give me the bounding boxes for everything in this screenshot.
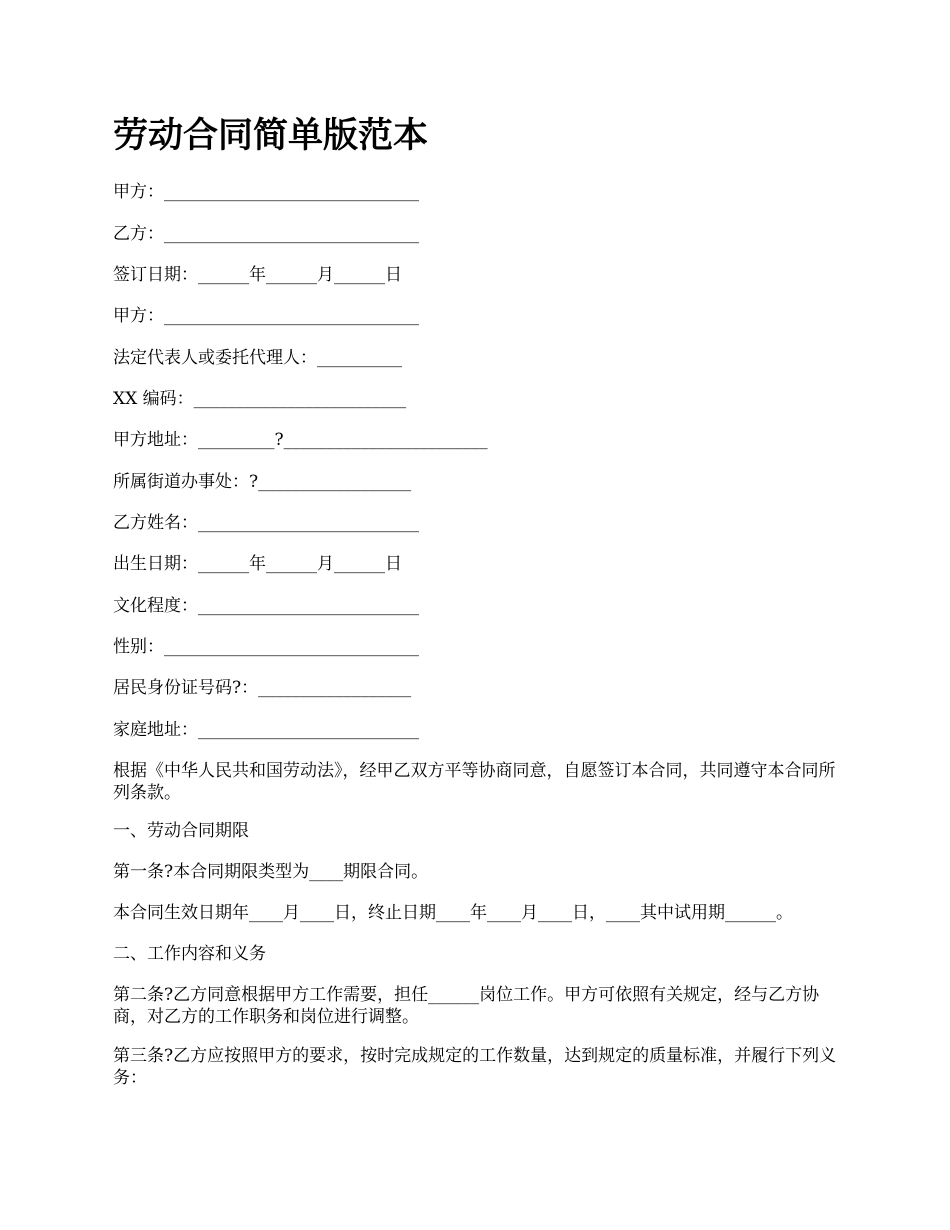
article-2: 第二条?乙方同意根据甲方工作需要，担任______岗位工作。甲方可依照有关规定，经与乙方协商，对乙方的工作职务和岗位进行调整。: [113, 985, 820, 1027]
party-b-field: 乙方：______________________________: [113, 224, 419, 244]
article-1: 第一条?本合同期限类型为____期限合同。: [113, 862, 429, 882]
home-address-field: 家庭地址：__________________________: [113, 720, 419, 740]
document-title: 劳动合同简单版范本: [113, 115, 429, 156]
id-number-field: 居民身份证号码?：__________________: [113, 678, 412, 698]
section-heading-duties: 二、工作内容和义务: [113, 944, 266, 964]
birth-date-field: 出生日期：______年______月______日: [113, 554, 402, 574]
section-heading-term: 一、劳动合同期限: [113, 821, 249, 841]
legal-representative-field: 法定代表人或委托代理人：__________: [113, 348, 402, 368]
street-office-field: 所属街道办事处：?__________________: [113, 472, 412, 492]
article-3: 第三条?乙方应按照甲方的要求，按时完成规定的工作数量，达到规定的质量标准，并履行下列义务：: [113, 1046, 837, 1088]
code-field: XX 编码：_________________________: [113, 389, 407, 409]
education-field: 文化程度：__________________________: [113, 596, 419, 616]
party-a-field: 甲方：______________________________: [113, 182, 419, 202]
signing-date-field: 签订日期：______年______月______日: [113, 265, 402, 285]
gender-field: 性别：______________________________: [113, 637, 419, 657]
intro-paragraph: 根据《中华人民共和国劳动法》，经甲乙双方平等协商同意，自愿签订本合同，共同遵守本合同所列条款。: [113, 761, 836, 803]
party-b-name-field: 乙方姓名：__________________________: [113, 513, 419, 533]
party-a-address-field: 甲方地址：_________?________________________: [113, 430, 488, 450]
term-dates-line: 本合同生效日期年____月____日，终止日期____年____月____日，____其中试用期______。: [113, 903, 793, 923]
party-a-name-field: 甲方：______________________________: [113, 306, 419, 326]
